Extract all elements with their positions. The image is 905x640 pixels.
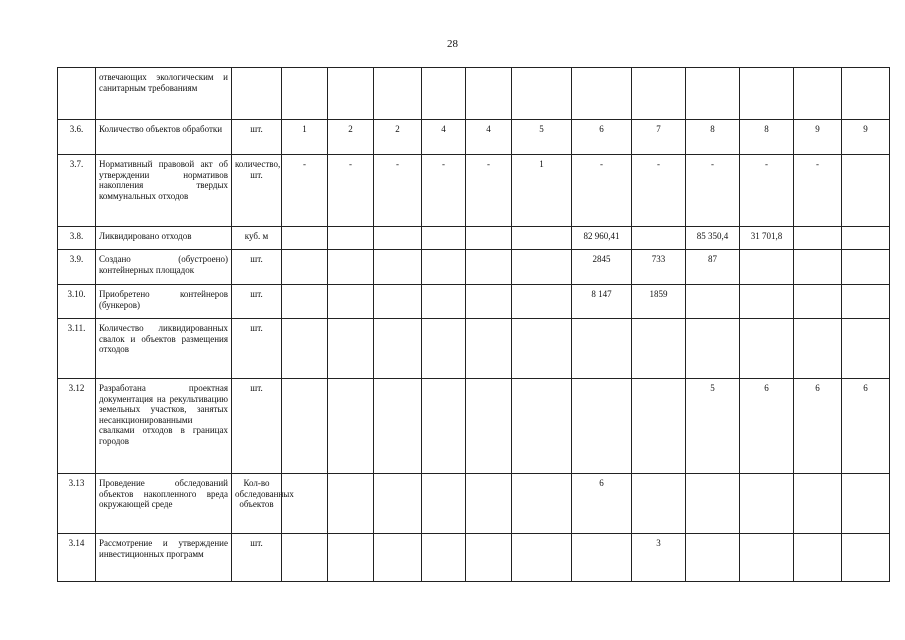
value-cell: [512, 285, 572, 319]
value-cell: -: [282, 155, 328, 227]
row-number-cell: 3.13: [58, 474, 96, 534]
value-cell: [740, 285, 794, 319]
value-cell: [842, 474, 890, 534]
table-row: [58, 227, 890, 250]
value-cell: [842, 285, 890, 319]
value-cell: -: [740, 155, 794, 227]
value-cell: 1: [512, 155, 572, 227]
value-cell: 7: [632, 120, 686, 155]
value-cell: [328, 285, 374, 319]
value-cell: [794, 227, 842, 250]
value-cell: [328, 68, 374, 120]
value-cell: 733: [632, 250, 686, 285]
value-cell: 87: [686, 250, 740, 285]
value-cell: [422, 474, 466, 534]
value-cell: 5: [686, 379, 740, 474]
indicator-name-cell: Проведение обследований объектов накопленного вреда окружающей среде: [96, 474, 232, 534]
value-cell: [512, 68, 572, 120]
value-cell: 2: [328, 120, 374, 155]
value-cell: [328, 319, 374, 379]
value-cell: [422, 379, 466, 474]
value-cell: [374, 227, 422, 250]
value-cell: 6: [794, 379, 842, 474]
value-cell: 2845: [572, 250, 632, 285]
value-cell: 1859: [632, 285, 686, 319]
value-cell: [466, 285, 512, 319]
value-cell: -: [466, 155, 512, 227]
unit-cell: шт.: [232, 379, 282, 474]
value-cell: [512, 379, 572, 474]
indicator-name-cell: Разработана проектная документация на рекультивацию земельных участков, занятых несанкционированными свалками отходов в границах городов: [96, 379, 232, 474]
indicator-name-cell: отвечающих экологическим и санитарным требованиям: [96, 68, 232, 120]
value-cell: [422, 319, 466, 379]
value-cell: -: [686, 155, 740, 227]
value-cell: 6: [842, 379, 890, 474]
value-cell: [328, 250, 374, 285]
table-row: [58, 285, 890, 319]
value-cell: [632, 474, 686, 534]
table-row: [58, 155, 890, 227]
value-cell: [328, 227, 374, 250]
value-cell: [282, 319, 328, 379]
value-cell: -: [422, 155, 466, 227]
table-row: [58, 379, 890, 474]
value-cell: 4: [466, 120, 512, 155]
row-number-cell: 3.14: [58, 534, 96, 582]
unit-cell: [232, 68, 282, 120]
value-cell: [466, 534, 512, 582]
value-cell: 6: [572, 474, 632, 534]
value-cell: [632, 319, 686, 379]
unit-cell: шт.: [232, 319, 282, 379]
value-cell: 6: [572, 120, 632, 155]
value-cell: [686, 68, 740, 120]
value-cell: [842, 227, 890, 250]
value-cell: [842, 319, 890, 379]
value-cell: 9: [794, 120, 842, 155]
value-cell: [572, 319, 632, 379]
value-cell: [794, 285, 842, 319]
value-cell: [374, 474, 422, 534]
value-cell: [512, 319, 572, 379]
value-cell: [686, 474, 740, 534]
value-cell: 3: [632, 534, 686, 582]
value-cell: [740, 474, 794, 534]
row-number-cell: 3.8.: [58, 227, 96, 250]
row-number-cell: 3.11.: [58, 319, 96, 379]
value-cell: [466, 68, 512, 120]
table-row: [58, 120, 890, 155]
row-number-cell: [58, 68, 96, 120]
value-cell: [328, 474, 374, 534]
value-cell: -: [328, 155, 374, 227]
value-cell: 8: [686, 120, 740, 155]
value-cell: [466, 474, 512, 534]
value-cell: [794, 250, 842, 285]
row-number-cell: 3.6.: [58, 120, 96, 155]
value-cell: [282, 534, 328, 582]
value-cell: -: [632, 155, 686, 227]
value-cell: [282, 68, 328, 120]
unit-cell: шт.: [232, 120, 282, 155]
value-cell: [794, 68, 842, 120]
value-cell: [466, 319, 512, 379]
value-cell: [842, 250, 890, 285]
value-cell: [632, 379, 686, 474]
value-cell: [740, 68, 794, 120]
value-cell: 6: [740, 379, 794, 474]
value-cell: [466, 250, 512, 285]
row-number-cell: 3.7.: [58, 155, 96, 227]
value-cell: [374, 285, 422, 319]
value-cell: 2: [374, 120, 422, 155]
value-cell: [572, 68, 632, 120]
unit-cell: количество, шт.: [232, 155, 282, 227]
row-number-cell: 3.12: [58, 379, 96, 474]
value-cell: [328, 534, 374, 582]
unit-cell: шт.: [232, 250, 282, 285]
value-cell: [422, 285, 466, 319]
value-cell: 9: [842, 120, 890, 155]
table-row: [58, 250, 890, 285]
page-number: 28: [447, 38, 458, 50]
value-cell: -: [572, 155, 632, 227]
table-row: [58, 68, 890, 120]
value-cell: [572, 379, 632, 474]
indicator-name-cell: Создано (обустроено) контейнерных площадок: [96, 250, 232, 285]
value-cell: [794, 319, 842, 379]
value-cell: 8 147: [572, 285, 632, 319]
row-number-cell: 3.10.: [58, 285, 96, 319]
value-cell: [282, 227, 328, 250]
unit-cell: куб. м: [232, 227, 282, 250]
value-cell: [512, 474, 572, 534]
value-cell: 85 350,4: [686, 227, 740, 250]
value-cell: [740, 319, 794, 379]
indicator-name-cell: Рассмотрение и утверждение инвестиционных программ: [96, 534, 232, 582]
value-cell: [328, 379, 374, 474]
value-cell: [842, 534, 890, 582]
value-cell: [794, 534, 842, 582]
indicator-name-cell: Ликвидировано отходов: [96, 227, 232, 250]
value-cell: [572, 534, 632, 582]
value-cell: [466, 379, 512, 474]
value-cell: [686, 534, 740, 582]
indicators-table: [57, 67, 890, 582]
value-cell: [740, 534, 794, 582]
value-cell: [374, 250, 422, 285]
value-cell: [282, 474, 328, 534]
unit-cell: шт.: [232, 534, 282, 582]
value-cell: 31 701,8: [740, 227, 794, 250]
indicator-name-cell: Количество объектов обработки: [96, 120, 232, 155]
value-cell: [632, 227, 686, 250]
row-number-cell: 3.9.: [58, 250, 96, 285]
value-cell: [374, 379, 422, 474]
value-cell: [686, 319, 740, 379]
value-cell: [512, 227, 572, 250]
value-cell: [842, 155, 890, 227]
table-row: [58, 534, 890, 582]
value-cell: [422, 227, 466, 250]
value-cell: [686, 285, 740, 319]
value-cell: [842, 68, 890, 120]
value-cell: [466, 227, 512, 250]
value-cell: [632, 68, 686, 120]
value-cell: 5: [512, 120, 572, 155]
value-cell: [512, 534, 572, 582]
indicator-name-cell: Нормативный правовой акт об утверждении нормативов накопления твердых коммунальных отходов: [96, 155, 232, 227]
value-cell: [422, 250, 466, 285]
value-cell: [740, 250, 794, 285]
value-cell: 1: [282, 120, 328, 155]
value-cell: [374, 319, 422, 379]
value-cell: -: [794, 155, 842, 227]
table-row: [58, 474, 890, 534]
value-cell: [512, 250, 572, 285]
indicator-name-cell: Количество ликвидированных свалок и объектов размещения отходов: [96, 319, 232, 379]
indicator-name-cell: Приобретено контейнеров (бункеров): [96, 285, 232, 319]
unit-cell: шт.: [232, 285, 282, 319]
value-cell: -: [374, 155, 422, 227]
value-cell: [282, 250, 328, 285]
value-cell: [374, 68, 422, 120]
value-cell: 8: [740, 120, 794, 155]
table-row: [58, 319, 890, 379]
value-cell: [282, 285, 328, 319]
value-cell: 82 960,41: [572, 227, 632, 250]
value-cell: [374, 534, 422, 582]
value-cell: 4: [422, 120, 466, 155]
unit-cell: Кол-во обследованных объектов: [232, 474, 282, 534]
value-cell: [422, 68, 466, 120]
value-cell: [282, 379, 328, 474]
value-cell: [422, 534, 466, 582]
value-cell: [794, 474, 842, 534]
